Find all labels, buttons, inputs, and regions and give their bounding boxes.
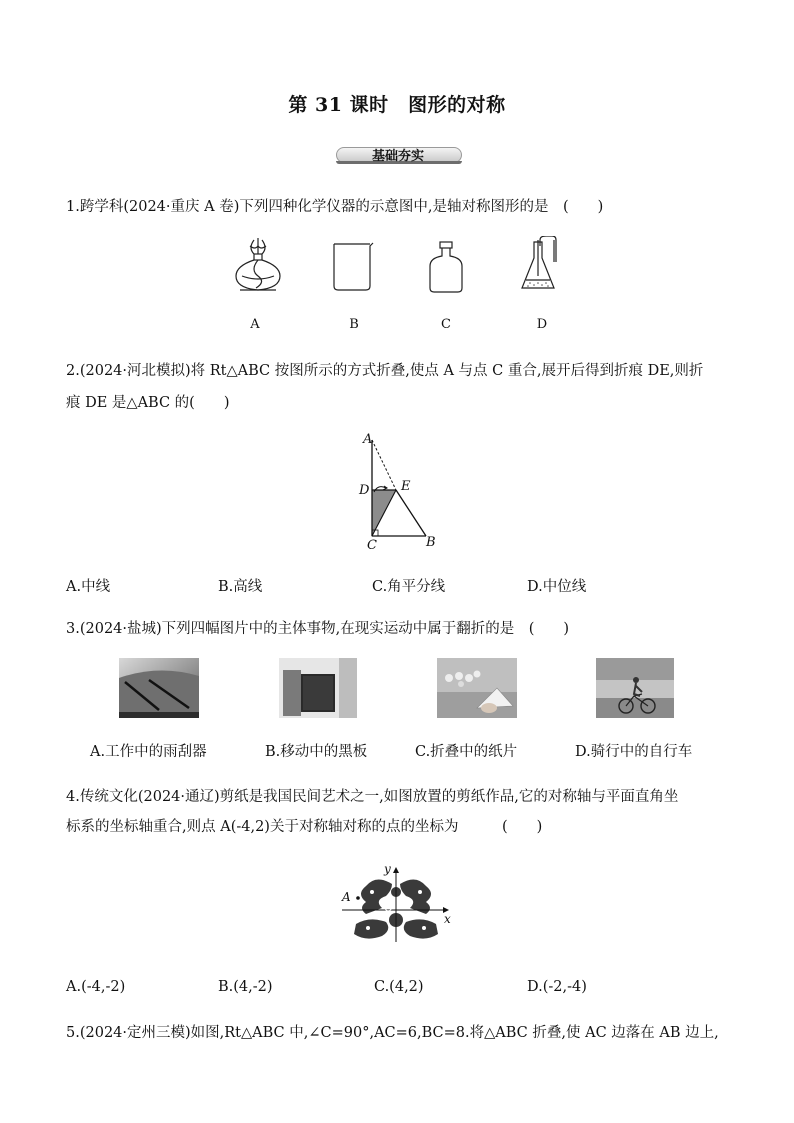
- wiper-photo: [119, 658, 199, 718]
- flask-icon: [518, 236, 568, 296]
- bottle-icon: [426, 240, 466, 296]
- q2-option-c: C.角平分线: [372, 579, 446, 595]
- q2-option-a: A.中线: [66, 579, 111, 595]
- q3-option-b: B.移动中的黑板: [265, 744, 368, 760]
- section-badge: [336, 147, 460, 167]
- q4-option-b: B.(4,-2): [218, 979, 273, 995]
- beaker-icon: [330, 240, 374, 294]
- bicycle-photo: [596, 658, 674, 718]
- page-title: 第 31 课时 图形的对称: [288, 94, 506, 116]
- section-label: 基础夯实: [371, 149, 424, 164]
- q3-option-c: C.折叠中的纸片: [415, 744, 518, 760]
- blackboard-photo: [279, 658, 357, 718]
- point-e: E: [401, 479, 411, 494]
- q1-label-a: A: [250, 317, 260, 332]
- point-a: A: [363, 432, 373, 447]
- question-4-line2: 标系的坐标轴重合,则点 A(-4,2)关于对称轴对称的点的坐标为 ( ): [66, 819, 543, 835]
- q1-label-c: C: [441, 317, 451, 332]
- q4-option-d: D.(-2,-4): [527, 979, 587, 995]
- point-b: B: [426, 535, 436, 550]
- question-3-text: 3.(2024·盐城)下列四幅图片中的主体事物,在现实运动中属于翻折的是 ( ): [66, 621, 570, 637]
- axis-label-x: x: [444, 912, 451, 926]
- question-5-text: 5.(2024·定州三模)如图,Rt△ABC 中,∠C=90°,AC=6,BC=8.将△ABC 折叠,使 AC 边落在 AB 边上,: [66, 1025, 719, 1041]
- question-2-line2: 痕 DE 是△ABC 的( ): [66, 395, 230, 411]
- origin-label: O: [384, 900, 394, 914]
- question-1-text: 1.跨学科(2024·重庆 A 卷)下列四种化学仪器的示意图中,是轴对称图形的是 ( ): [66, 199, 604, 215]
- q1-label-d: D: [536, 317, 548, 332]
- q3-option-a: A.工作中的雨刮器: [90, 744, 207, 760]
- point-c: C: [367, 538, 377, 553]
- paper-cut-coordinate-figure: [336, 864, 456, 944]
- q1-label-b: B: [349, 317, 359, 332]
- alcohol-lamp-icon: [228, 236, 288, 296]
- q2-option-d: D.中位线: [527, 579, 587, 595]
- question-4-line1: 4.传统文化(2024·通辽)剪纸是我国民间艺术之一,如图放置的剪纸作品,它的对称轴与平面直角坐: [66, 789, 679, 805]
- point-a-label: A: [342, 890, 351, 904]
- axis-label-y: y: [384, 862, 391, 876]
- q4-option-a: A.(-4,-2): [66, 979, 126, 995]
- point-d: D: [359, 483, 370, 498]
- question-2-line1: 2.(2024·河北模拟)将 Rt△ABC 按图所示的方式折叠,使点 A 与点 C 重合,展开后得到折痕 DE,则折: [66, 363, 704, 379]
- q2-option-b: B.高线: [218, 579, 263, 595]
- folding-paper-photo: [437, 658, 517, 718]
- q4-option-c: C.(4,2): [374, 979, 424, 995]
- q3-option-d: D.骑行中的自行车: [575, 744, 693, 760]
